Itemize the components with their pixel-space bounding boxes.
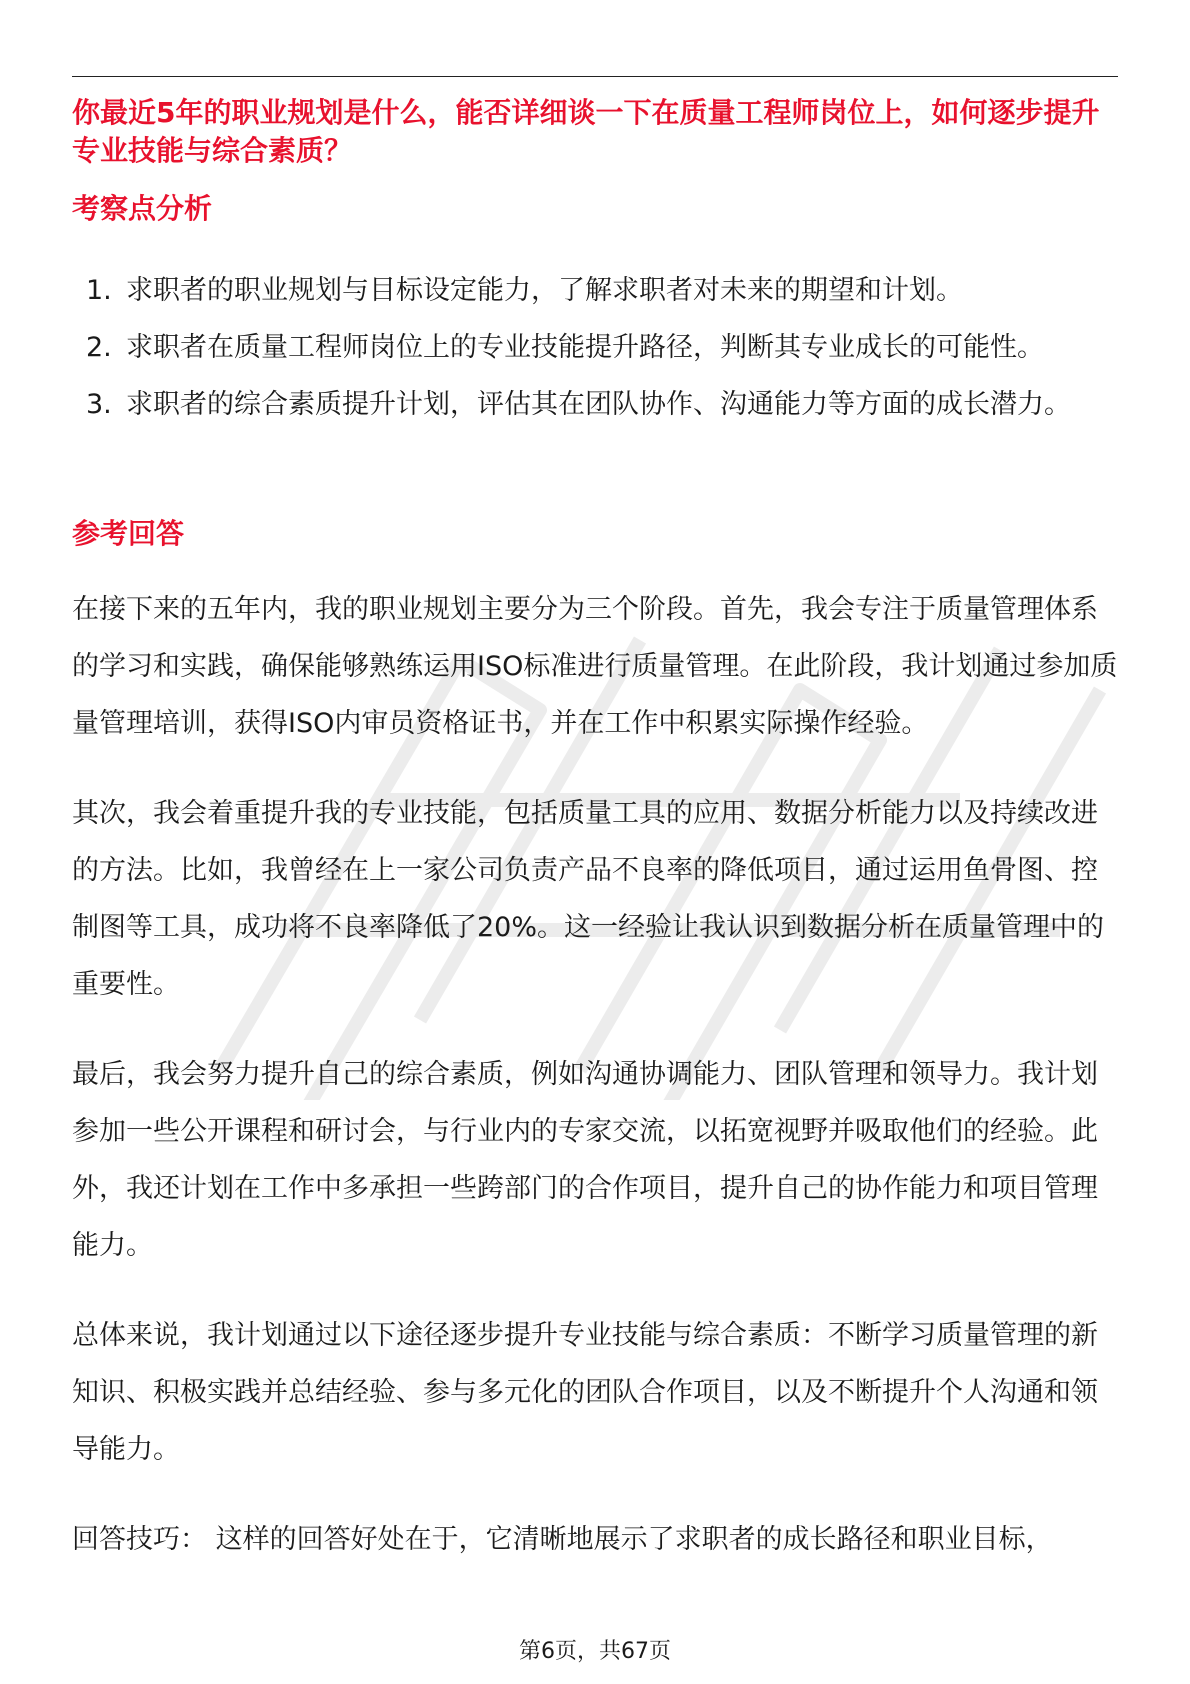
answer-paragraph: 在接下来的五年内，我的职业规划主要分为三个阶段。首先，我会专注于质量管理体系的学习和实践，确保能够熟练运用ISO标准进行质量管理。在此阶段，我计划通过参加质量管理培训，获得ISO内审员资格证书，并在工作中积累实际操作经验。	[72, 594, 1118, 739]
analysis-point-list	[72, 262, 1122, 433]
answer-heading: 参考回答	[72, 517, 185, 550]
list-item-text: 求职者在质量工程师岗位上的专业技能提升路径，判断其专业成长的可能性。	[126, 332, 1044, 363]
answer-body	[72, 581, 1124, 1601]
list-item-number: 3.	[86, 389, 112, 420]
answer-paragraph: 最后，我会努力提升自己的综合素质，例如沟通协调能力、团队管理和领导力。我计划参加一些公开课程和研讨会，与行业内的专家交流，以拓宽视野并吸取他们的经验。此外，我还计划在工作中多承担一些跨部门的合作项目，提升自己的协作能力和项目管理能力。	[72, 1059, 1098, 1261]
list-item	[72, 262, 1122, 319]
answer-paragraph: 其次，我会着重提升我的专业技能，包括质量工具的应用、数据分析能力以及持续改进的方法。比如，我曾经在上一家公司负责产品不良率的降低项目，通过运用鱼骨图、控制图等工具，成功将不良率降低了20%。这一经验让我认识到数据分析在质量管理中的重要性。	[72, 798, 1105, 1000]
question-heading: 你最近5年的职业规划是什么，能否详细谈一下在质量工程师岗位上，如何逐步提升专业技能与综合素质？	[72, 96, 1100, 167]
list-item-number: 1.	[86, 275, 112, 306]
top-divider	[72, 76, 1118, 77]
list-item-text: 求职者的综合素质提升计划，评估其在团队协作、沟通能力等方面的成长潜力。	[126, 389, 1071, 420]
page-number: 第6页，共67页	[519, 1639, 671, 1664]
answer-tip-paragraph: 回答技巧： 这样的回答好处在于，它清晰地展示了求职者的成长路径和职业目标，	[72, 1524, 1053, 1555]
list-item-number: 2.	[86, 332, 112, 363]
list-item-text: 求职者的职业规划与目标设定能力，了解求职者对未来的期望和计划。	[126, 275, 963, 306]
answer-paragraph: 总体来说，我计划通过以下途径逐步提升专业技能与综合素质：不断学习质量管理的新知识、积极实践并总结经验、参与多元化的团队合作项目，以及不断提升个人沟通和领导能力。	[72, 1320, 1098, 1465]
analysis-heading: 考察点分析	[72, 192, 213, 225]
list-item	[72, 376, 1122, 433]
list-item	[72, 319, 1122, 376]
